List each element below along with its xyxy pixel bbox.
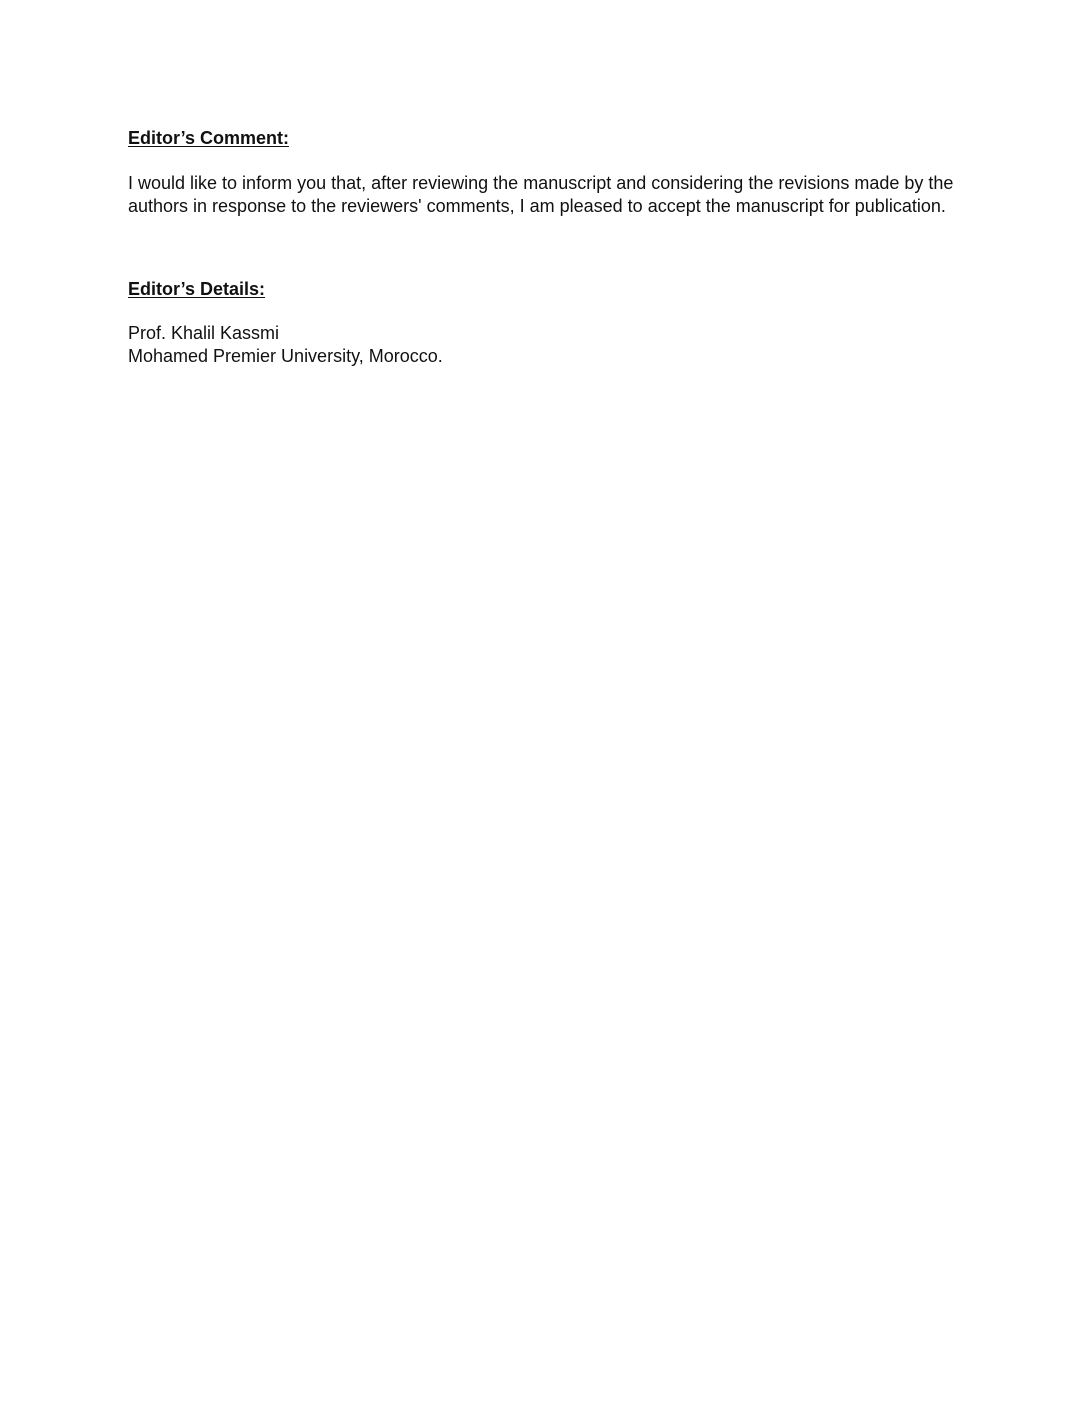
editor-name: Prof. Khalil Kassmi [128,323,280,343]
editor-details [128,322,958,368]
comment-line: authors in response to the reviewers' comments, I am pleased to accept the manuscript for publication. [128,196,946,216]
editor-comment-heading: Editor’s Comment: [128,128,290,148]
editor-details-heading: Editor’s Details: [128,279,266,299]
comment-line: I would like to inform you that, after reviewing the manuscript and considering the revisions made by the [128,173,954,193]
editor-affiliation: Mohamed Premier University, Morocco. [128,346,443,366]
editor-comment-text [128,172,958,218]
